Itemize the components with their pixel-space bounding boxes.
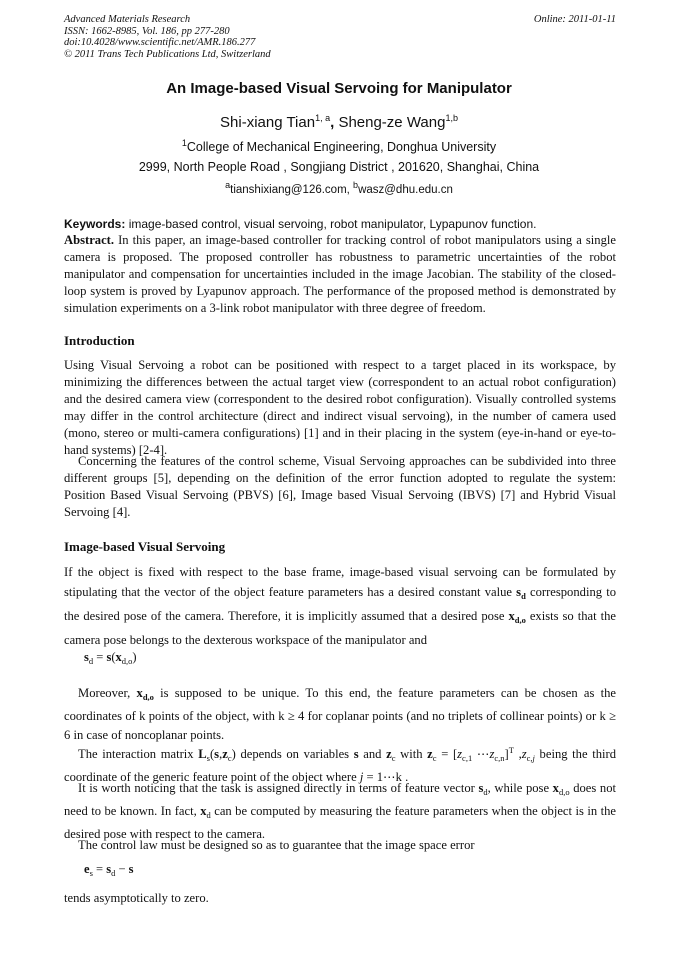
email-b: wasz@dhu.edu.cn [358,183,453,196]
ibvs-p4-part-d: can be computed by measuring the feature parameters when the object is in the desired pose with respect to the camera. [64,804,616,841]
abstract [64,232,616,317]
equation-es: $e_s = s_d - s$ [84,862,134,878]
keywords-label: Keywords: [64,217,126,231]
eq-inline-zc: $z_c = [z_{c,1}$ $\cdots z_{c,n}]^T$ $,z_{c,j}$ [427,745,535,763]
section-heading-ibvs: Image-based Visual Servoing [64,539,226,554]
copyright-line: © 2011 Trans Tech Publications Ltd, Switzerland [64,48,271,60]
eq-inline-xdo-2: $x_{d,o}$ [136,686,154,702]
ibvs-p3-part-a: The interaction matrix [78,747,199,761]
ibvs-p2-part-a: Moreover, [78,686,137,700]
email-a: tianshixiang@126.com, [230,183,354,196]
doi-line: doi:10.4028/www.scientific.net/AMR.186.277 [64,37,256,48]
ibvs-p2-part-b: is supposed to be unique. To this end, the feature parameters can be chosen as the coordinates of k points of the object, with k ≥ 4 for coplanar points (and no triplets of collinear points) or k ≥ 6 in case of noncoplanar points. [64,686,616,742]
ibvs-p3-part-b: depends on variables [235,747,354,761]
author-1: Shi-xiang Tian [220,114,316,131]
email-line [0,180,678,196]
ibvs-paragraph-3: The interaction matrix $L_s(s,z_c)$ depends on variables s and $z_c$ with $z_c = [z_{c,1}$ $\cdots z_{c,n}]^T$ $,z_{c,j}$ being the third coordinate of the generic feature point of the object where j = 1⋯k . [64,745,616,784]
ibvs-p3-part-d: with [395,747,428,761]
ibvs-p3-part-e: being the third coordinate of the generic feature point of the object where [64,747,616,784]
author-2: Sheng-ze Wang [338,114,446,131]
abstract-text: In this paper, an image-based controller for tracking control of robot manipulators using a single camera is proposed. The proposed controller has robustness to parametric uncertainties of the robot manipulator and compensation for uncertainties included in the image Jacobian. The stability of the closed-loop system is proved by Lyapunov approach. The performance of the proposed method is demonstrated by simulation experiments on a 3-link robot manipulator with three degree of freedom. [64,233,616,315]
abstract-label: Abstract. [64,233,115,247]
journal-name: Advanced Materials Research [64,14,191,25]
keywords [64,217,616,231]
author-sep: , [330,114,339,131]
affiliation-text-1: College of Mechanical Engineering, Donghua University [186,140,497,155]
author-1-sup: 1, a [315,113,331,123]
eq-inline-xdo: $x_{d,o}$ [508,609,526,625]
section-heading-introduction: Introduction [64,333,135,348]
intro-paragraph-2: Concerning the features of the control scheme, Visual Servoing approaches can be subdivided into three different groups [5], depending on the definition of the error function adopted to regulate the system: Position Based Visual Servoing (PBVS) [6], Image based Visual Servoing (IBVS) [7] and Hybrid Visual Servoing [4]. [64,454,616,519]
ibvs-p3-part-c: and [358,747,387,761]
ibvs-paragraph-2 [64,684,616,745]
ibvs-p4-part-b: , while pose [487,781,553,795]
eq-inline-j: j = 1⋯k . [359,770,409,784]
author-line [0,113,678,131]
email-b-sup: b [353,180,359,190]
email-a-sup: a [225,180,231,190]
eq-inline-sd: $s_d$ [516,585,526,601]
ibvs-paragraph-4: It is worth noticing that the task is assigned directly in terms of feature vector $s_d$, while pose $x_{d,o}$ does not need to be known. In fact, $x_d$ can be computed by measuring the feature parameters when the object is in the desired pose with respect to the camera. [64,781,616,841]
ibvs-paragraph-5: The control law must be designed so as to guarantee that the image space error [78,838,475,852]
online-date: Online: 2011-01-11 [533,14,616,25]
affiliation-sup: 1 [181,138,187,148]
affiliation-line-1 [0,138,678,154]
affiliation-line-2: 2999, North People Road , Songjiang District , 201620, Shanghai, China [138,160,540,174]
journal-header [64,14,616,60]
ibvs-p1-part-a: If the object is fixed with respect to the base frame, image-based visual servoing can be formulated by stipulating that the vector of the object feature parameters has a desired constant value [64,565,616,599]
eq-inline-ls: $L_s(s,z_c)$ [198,747,236,763]
issn-line: ISSN: 1662-8985, Vol. 186, pp 277-280 [64,25,230,37]
paper-title: An Image-based Visual Servoing for Manipulator [166,80,512,97]
ibvs-paragraph-1 [64,562,616,650]
equation-sd: $s_d = s(x_{d,o})$ [84,650,137,666]
author-2-sup: 1,b [445,113,458,123]
ibvs-p4-part-c: does not need to be known. In fact, [64,781,616,818]
ibvs-p1-part-b: corresponding to the desired pose of the camera. Therefore, it is implicitly assumed that a desired pose [64,585,617,623]
ibvs-p4-part-a: It is worth noticing that the task is assigned directly in terms of feature vector [78,781,479,795]
intro-paragraph-1: Using Visual Servoing a robot can be positioned with respect to a target placed in its workspace, by minimizing the differences between the actual target view (correspondent to an actual robot configuration) and the desired camera view (correspondent to the desired robot configuration). Visually controlled systems may differ in the control architecture (direct and indirect visual servoing), in the number of camera used (mono, stereo or multi-camera configurations) [1] and in their placing in the system (eye-in-hand or eye-to-hand systems) [2-4]. [64,358,616,457]
ibvs-paragraph-6: tends asymptotically to zero. [64,891,209,905]
keywords-text: image-based control, visual servoing, robot manipulator, Lypapunov function. [125,217,537,231]
ibvs-p1-part-c: exists so that the camera pose belongs to the dexterous workspace of the manipulator and [64,609,616,647]
